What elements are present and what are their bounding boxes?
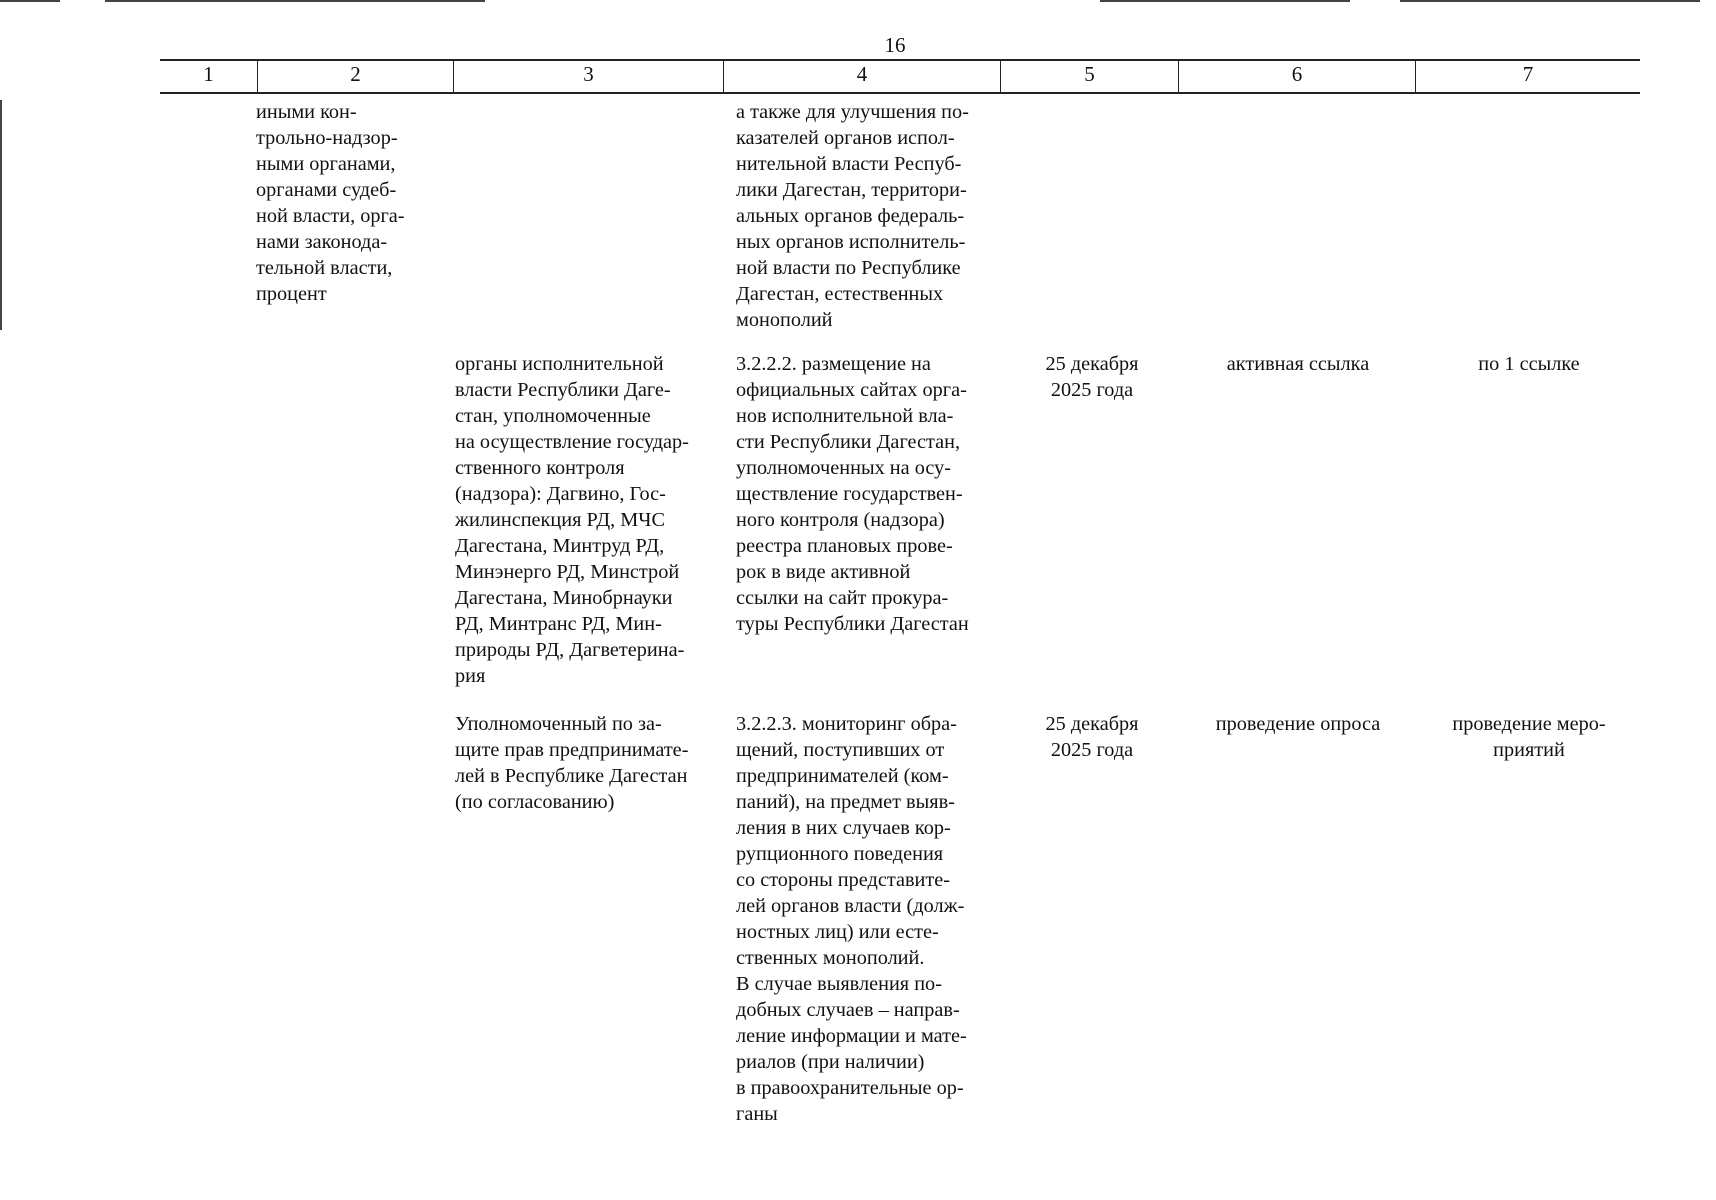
text-line: активная ссылка <box>1226 353 1370 375</box>
text-line: лей органов власти (долж- <box>736 895 965 917</box>
text-line: лей в Республике Дагестан <box>455 765 688 787</box>
text-line: добных случаев – направ- <box>736 999 960 1021</box>
text-line: риалов (при наличии) <box>736 1051 925 1073</box>
text-line: органами судеб- <box>256 179 397 201</box>
row1-measure-text <box>736 99 993 333</box>
scan-mark-top-center <box>105 0 485 2</box>
page-number: 16 <box>884 33 906 57</box>
text-line: по 1 ссылке <box>1478 353 1580 375</box>
text-line: щений, поступивших от <box>736 739 945 761</box>
header-col-6: 6 <box>1179 61 1416 92</box>
text-line: трольно-надзор- <box>256 127 398 149</box>
scan-mark-top-right-far <box>1400 0 1700 2</box>
text-line: 25 декабря <box>1045 353 1139 375</box>
row2-indicator-form <box>1182 351 1414 377</box>
text-line: казателей органов испол- <box>736 127 955 149</box>
text-line: уполномоченных на осу- <box>736 457 951 479</box>
text-line: В случае выявления по- <box>736 973 942 995</box>
text-line: природы РД, Дагветерина- <box>455 639 685 661</box>
header-col-2: 2 <box>258 61 454 92</box>
text-line: Дагестан, естественных <box>736 283 944 305</box>
header-col-5: 5 <box>1001 61 1179 92</box>
row3-indicator-form <box>1182 711 1414 737</box>
text-line: ственных монополий. <box>736 947 925 969</box>
text-line: Уполномоченный по за- <box>455 713 662 735</box>
text-line: со стороны представите- <box>736 869 950 891</box>
text-line: паний), на предмет выяв- <box>736 791 955 813</box>
text-line: монополий <box>736 309 833 331</box>
text-line: ностных лиц) или есте- <box>736 921 939 943</box>
text-line: органы исполнительной <box>455 353 664 375</box>
column-number-header <box>160 59 1640 94</box>
text-line: ственного контроля <box>455 457 625 479</box>
row2-target-value <box>1418 351 1640 377</box>
text-line: ной власти, орга- <box>256 205 405 227</box>
text-line: нительной власти Респуб- <box>736 153 962 175</box>
text-line: проведение меро- <box>1452 713 1606 735</box>
row1-indicator-text <box>256 99 432 307</box>
text-line: ной власти по Республике <box>736 257 961 279</box>
text-line: ществление государствен- <box>736 483 963 505</box>
text-line: ление информации и мате- <box>736 1025 967 1047</box>
text-line: а также для улучшения по- <box>736 101 969 123</box>
text-line: власти Республики Даге- <box>455 379 671 401</box>
text-line: 2025 года <box>1050 739 1134 761</box>
text-line: 3.2.2.2. размещение на <box>736 353 931 375</box>
text-line: стан, уполномоченные <box>455 405 651 427</box>
text-line: иными кон- <box>256 101 357 123</box>
text-line: (надзора): Дагвино, Гос- <box>455 483 666 505</box>
row3-target-value <box>1418 711 1640 763</box>
text-line: Дагестана, Минобрнауки <box>455 587 673 609</box>
row2-measure-text <box>736 351 993 637</box>
text-line: лики Дагестан, территори- <box>736 179 967 201</box>
text-line: ными органами, <box>256 153 396 175</box>
header-col-4: 4 <box>724 61 1001 92</box>
text-line: в правоохранительные ор- <box>736 1077 964 1099</box>
text-line: ганы <box>736 1103 778 1125</box>
text-line: 2025 года <box>1050 379 1134 401</box>
row3-executors-text <box>455 711 715 815</box>
text-line: официальных сайтах орга- <box>736 379 967 401</box>
text-line: Минэнерго РД, Минстрой <box>455 561 680 583</box>
text-line: реестра плановых прове- <box>736 535 953 557</box>
text-line: процент <box>256 283 327 305</box>
text-line: приятий <box>1493 739 1565 761</box>
text-line: тельной власти, <box>256 257 393 279</box>
text-line: альных органов федераль- <box>736 205 965 227</box>
text-line: нов исполнительной вла- <box>736 405 954 427</box>
row2-deadline <box>1012 351 1172 403</box>
row3-deadline <box>1012 711 1172 763</box>
header-col-1: 1 <box>160 61 258 92</box>
text-line: предпринимателей (ком- <box>736 765 949 787</box>
text-line: сти Республики Дагестан, <box>736 431 961 453</box>
text-line: 3.2.2.3. мониторинг обра- <box>736 713 957 735</box>
text-line: рия <box>455 665 486 687</box>
text-line: Дагестана, Минтруд РД, <box>455 535 665 557</box>
text-line: ления в них случаев кор- <box>736 817 951 839</box>
text-line: РД, Минтранс РД, Мин- <box>455 613 662 635</box>
row2-executors-text <box>455 351 715 689</box>
text-line: на осуществление государ- <box>455 431 689 453</box>
text-line: нами законода- <box>256 231 388 253</box>
text-line: щите прав предпринимате- <box>455 739 689 761</box>
scan-mark-left-edge <box>0 100 2 330</box>
scan-mark-top-left <box>0 0 60 2</box>
text-line: ных органов исполнитель- <box>736 231 966 253</box>
text-line: ного контроля (надзора) <box>736 509 945 531</box>
text-line: рупционного поведения <box>736 843 944 865</box>
header-col-7: 7 <box>1522 62 1534 86</box>
text-line: (по согласованию) <box>455 791 615 813</box>
text-line: туры Республики Дагестан <box>736 613 969 635</box>
text-line: рок в виде активной <box>736 561 911 583</box>
header-col-3: 3 <box>454 61 724 92</box>
scan-mark-top-right <box>1100 0 1350 2</box>
text-line: жилинспекция РД, МЧС <box>455 509 665 531</box>
text-line: 25 декабря <box>1045 713 1139 735</box>
text-line: проведение опроса <box>1215 713 1381 735</box>
text-line: ссылки на сайт прокура- <box>736 587 949 609</box>
row3-measure-text <box>736 711 993 1127</box>
